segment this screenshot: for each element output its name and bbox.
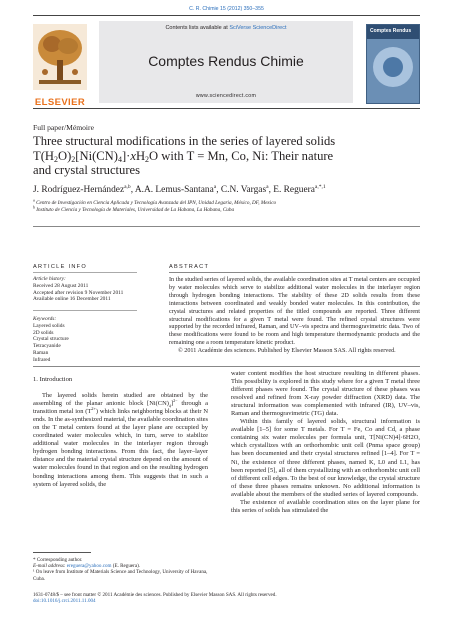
history-accepted: Accepted after revision 9 November 2011 [33,289,124,296]
journal-reference[interactable]: C. R. Chimie 15 (2012) 350–355 [189,6,264,12]
section-divider [33,366,420,367]
footnote-divider [33,552,91,553]
section-heading: 1. Introduction [33,376,73,383]
author-list: J. Rodríguez-Hernández$^{a,b}$, A.A. Lemus-Santana$^a$, C.N. Vargas$^a$, E. Reguera$^{a,*,1}$ [33,183,326,195]
info-divider [33,272,137,273]
abstract-heading: ABSTRACT [169,264,210,270]
elsevier-tree-icon [33,24,87,90]
contents-prefix: Contents lists available at [165,25,230,31]
footnotes [33,557,208,582]
article-history [33,276,133,303]
journal-name: Comptes Rendus Chimie [148,53,304,69]
email-link[interactable]: ereguera@yahoo.com [66,563,112,570]
abstract-divider [169,272,420,273]
author-affiliation-mark[interactable]: a,b [124,183,131,190]
section-divider [33,226,420,227]
author-name[interactable]: E. Reguera [273,185,315,195]
keyword: Raman [33,349,49,356]
journal-masthead [99,21,353,103]
journal-header [33,15,420,109]
elsevier-logo[interactable] [33,24,87,108]
cover-art-inner [383,57,403,77]
author-affiliation-mark[interactable]: a,*,1 [314,183,326,190]
history-received: Received 28 August 2011 [33,282,89,289]
intro-paragraph: water content modifies the host structure resulting in different phases. This possibility is explored in this study where for a given T metal three different phases were found. The crystal structure of these phases was resolved and refined from X-ray powder diffraction (XRD) data. The structural information was complemented with infrared (IR), UV–vis, Raman and thermogravimetric (TG) data. [231,370,420,418]
article-title [33,134,423,178]
title-line-3: and crystal structures [33,163,141,178]
keyword: Infrared [33,356,51,363]
intro-paragraph: The existence of available coordination sites on the layer plane for this series of solids has stimulated the [231,498,420,514]
intro-paragraph: Within this family of layered solids, structural information is available [1–5] for some T metals. For T = Fe, Co and Cd, a phase containing six water molecules per formula unit, T[Ni(CN)4]·6H2O, which crystallizes with an orthorhombic unit cell (Pnma space group) has been documented and their crystal structures refined [1–4]. For T = Ni, the existence of three different phases, named K, L0 and L1, has been reported [5], all of them crystallizing with an orthorhombic unit cell of different cell edges. To the best of our knowledge, the crystal structure of these three phases remains unknown. No additional information is available about the members of the studied series of layered compounds. [231,418,420,498]
footnote-email: E-mail address: ereguera@yahoo.com (E. Reguera). [33,563,141,570]
author-affiliation-mark[interactable]: a [213,183,217,190]
footnote-note: ¹ On leave from Institute of Materials Science and Technology, University of Havana, Cuba. [33,569,208,582]
keywords-label: Keywords: [33,316,57,322]
author-name[interactable]: A.A. Lemus-Santana [134,185,214,195]
issn-line: 1631-0748/$ – see front matter © 2011 Académie des sciences. Published by Elsevier Masson SAS. All rights reserved. [33,592,277,598]
body-column-left [33,376,208,489]
abstract-body [169,276,420,355]
keyword: 2D solids [33,329,54,336]
abstract-text: In the studied series of layered solids, the available coordination sites at T metal centers are occupied by water molecules which serve to stabilize additional water molecules in the interlayer region through hydrogen bonding interactions. The stability of these 2D solids results from these interactions between coordinated and weakly bonded water molecules. In this contribution, the crystal structures and related properties of the titled compounds are reported. Three different structural modifications for a given T metal were found. The refined crystal structures were supported by the recorded infrared, Raman, and UV–vis spectra and thermogravimetric data. Two of these modifications were found to be room and high temperature thermodynamic products and the remaining one a room temperature kinetic product. [169,276,420,347]
contents-line [99,25,353,31]
author-affiliation-mark[interactable]: a [266,183,269,190]
article-info-heading: ARTICLE INFO [33,264,88,270]
journal-url[interactable]: www.sciencedirect.com [195,93,257,99]
page-footer [33,592,277,605]
history-label: Article history: [33,276,66,282]
title-line-2: $T(H_2O)_2[Ni(CN)_4]\cdot xH_2O$ with T = Mn, Co, Ni: Their nature [33,148,334,164]
author-name[interactable]: C.N. Vargas [220,185,267,195]
keyword: Layered solids [33,322,65,329]
journal-cover-thumbnail[interactable] [366,24,420,104]
body-column-right [231,370,420,515]
elsevier-wordmark: ELSEVIER [34,97,86,108]
footnote-corresponding: * Corresponding author. [33,557,83,563]
affiliation: $^a$ Centro de Investigación en Ciencia Aplicada y Tecnología Avanzada del IPN, Unidad Legaria, México, DF, Mexico [33,197,277,206]
history-online: Available online 16 December 2011 [33,296,111,303]
keyword: Tetracyanide [33,343,61,350]
article-type: Full paper/Mémoire [33,123,94,132]
keyword: Crystal structure [33,336,69,343]
abstract-copyright: © 2011 Académie des sciences. Published by Elsevier Masson SAS. All rights reserved. [178,347,396,355]
intro-paragraph: The layered solids herein studied are obtained by the assembling of the planar anionic block $[Ni(CN)_4]^{2-}$ through a transition metal ion $(T^{2+})$ which links neighboring blocks at their N ends. In the as-synthesized material, the available coordination sites on the T metal centers found at the layer plane are occupied by coordinated water molecules which, in turn, serve to stabilize additional water molecules in the interlayer region through hydrogen bonding interactions. From this fact, the layer–layer distance and the material crystal structure depend on the amount of water molecules found in that region and on the resulting hydrogen bonding interactions among them. This suggests that in such a system of layered solids, the [33,392,209,488]
doi-link[interactable]: doi:10.1016/j.crci.2011.11.004 [33,598,96,605]
sciencedirect-link[interactable]: SciVerse ScienceDirect [229,25,287,31]
author-name[interactable]: J. Rodríguez-Hernández [33,185,125,195]
info-divider [33,310,137,311]
cover-title: Comptes Rendus [370,28,412,34]
title-line-1: Three structural modifications in the series of layered solids [33,134,336,148]
affiliation: $^b$ Instituto de Ciencia y Tecnología de Materiales, Universidad de La Habana, La Habana, Cuba [33,204,235,213]
keywords [33,316,133,364]
